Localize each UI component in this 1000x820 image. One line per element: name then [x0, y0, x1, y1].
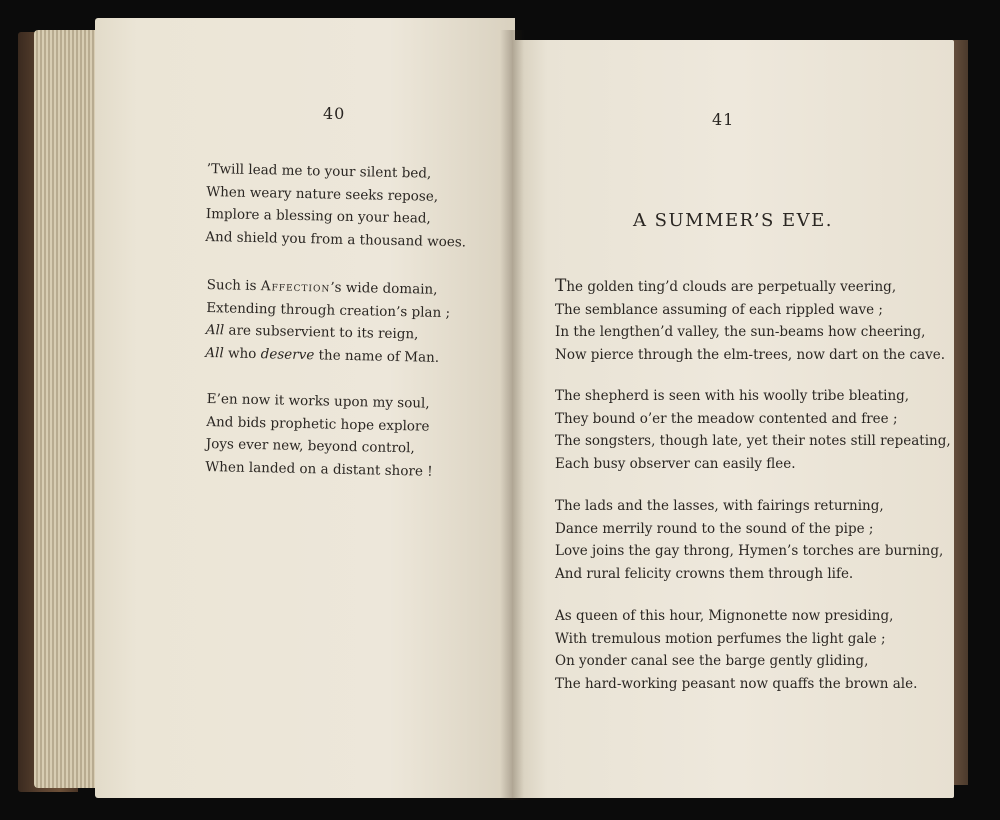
verse-line: Dance merrily round to the sound of the pipe ; [555, 520, 874, 537]
verse-line: On yonder canal see the barge gently gliding, [555, 653, 869, 669]
verse-line: The lads and the lasses, with fairings returning, [555, 498, 884, 514]
right-stanza-3 [555, 495, 943, 585]
verse-line: With tremulous motion perfumes the light gale ; [555, 630, 886, 647]
verse-line: Extending through creation’s plan ; [206, 299, 451, 321]
page-number-left: 40 [323, 104, 346, 123]
verse-line: Each busy observer can easily flee. [555, 455, 796, 472]
verse-text: who [223, 344, 261, 362]
verse-line: As queen of this hour, Mignonette now presiding, [555, 608, 894, 624]
left-page [95, 18, 515, 798]
verse-line: The songsters, though late, yet their notes still repeating, [555, 433, 951, 449]
verse-line: The semblance assuming of each rippled wave ; [555, 301, 883, 318]
verse-line: When weary nature seeks repose, [206, 183, 439, 205]
left-stanza-2 [205, 274, 451, 369]
verse-line: In the lengthen’d valley, the sun-beams how cheering, [555, 324, 926, 340]
verse-line: When landed on a distant shore ! [205, 458, 433, 480]
verse-text: he golden ting’d clouds are perpetually veering, [566, 279, 897, 295]
verse-text: ’s wide domain, [330, 279, 438, 298]
verse-line [555, 275, 945, 299]
verse-line: Implore a blessing on your head, [205, 205, 431, 227]
left-stanza-3 [205, 388, 434, 483]
verse-smallcaps: Affection [260, 278, 331, 296]
verse-text: are subservient to its reign, [224, 322, 419, 343]
verse-line: And rural felicity crowns them through life. [555, 565, 854, 582]
verse-line: The hard-working peasant now quaffs the brown ale. [555, 675, 918, 692]
verse-line: They bound o’er the meadow contented and free ; [555, 410, 898, 427]
drop-cap: T [555, 276, 567, 296]
right-stanza-4 [555, 605, 917, 695]
verse-line: E’en now it works upon my soul, [206, 390, 430, 412]
poem-title: A SUMMER’S EVE. [632, 210, 834, 231]
right-stanza-2 [555, 385, 951, 475]
left-stanza-1 [205, 158, 468, 253]
verse-line [205, 341, 449, 369]
verse-line: And shield you from a thousand woes. [205, 228, 467, 250]
verse-text: Such is [206, 276, 261, 295]
page-number-right: 41 [712, 110, 735, 129]
verse-line: ’Twill lead me to your silent bed, [206, 160, 432, 182]
verse-line: Joys ever new, beyond control, [205, 435, 415, 457]
right-page [512, 40, 954, 798]
verse-italic: deserve [260, 345, 315, 363]
verse-line: And bids prophetic hope explore [206, 413, 430, 435]
verse-text: the name of Man. [314, 346, 440, 366]
verse-italic: All [205, 344, 224, 361]
verse-line: The shepherd is seen with his woolly tribe bleating, [555, 388, 910, 404]
verse-line: Love joins the gay throng, Hymen’s torches are burning, [555, 543, 944, 559]
verse-line: Now pierce through the elm-trees, now dart on the cave. [555, 346, 946, 363]
book-gutter-shadow [500, 30, 524, 800]
verse-italic: All [205, 321, 225, 339]
right-stanza-1 [555, 275, 945, 366]
